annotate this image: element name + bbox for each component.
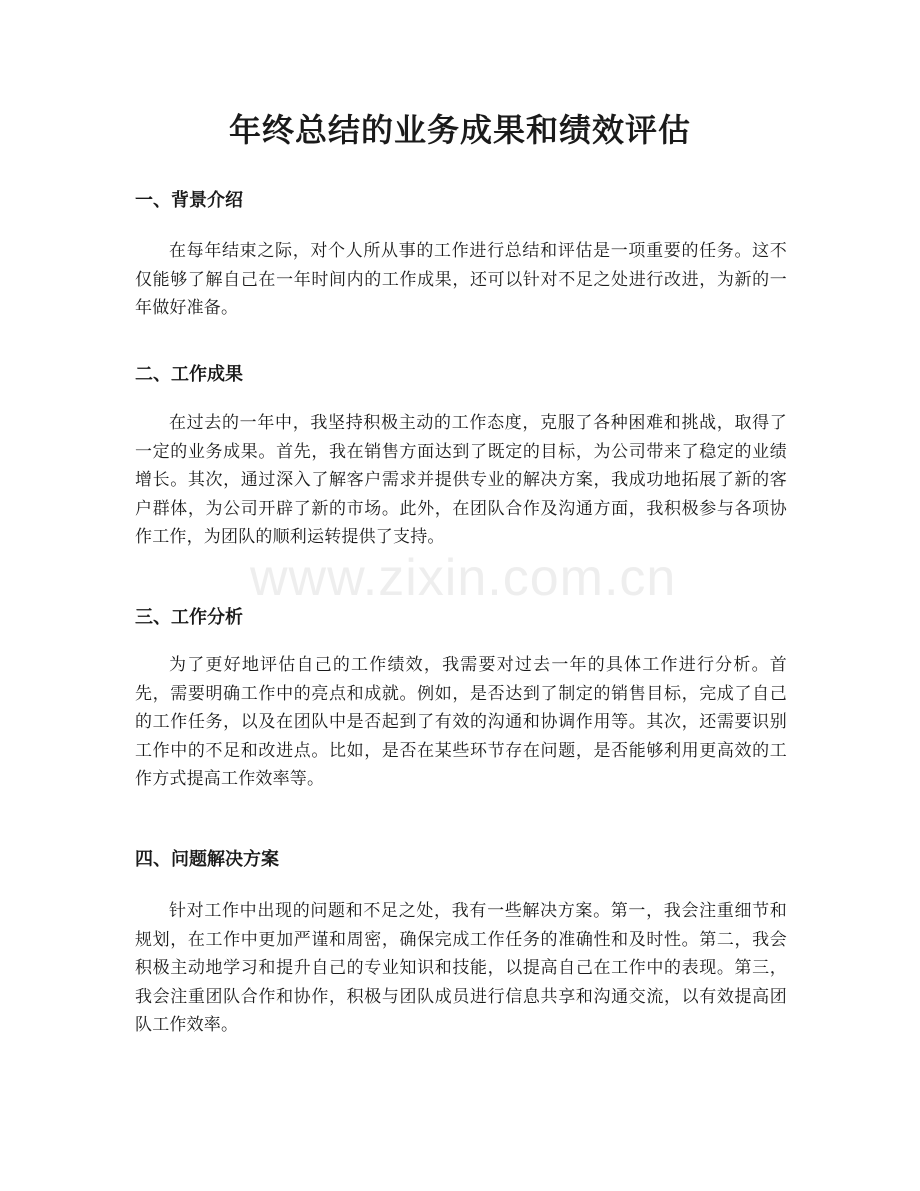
page-title: 年终总结的业务成果和绩效评估 xyxy=(228,111,691,149)
section-paragraph-solutions: 针对工作中出现的问题和不足之处，我有一些解决方案。第一，我会注重细节和规划，在工作中更加严谨和周密，确保完成工作任务的准确性和及时性。第二，我会积极主动地学习和提升自己的专业知识和技能，以提高自己在工作中的表现。第三，我会注重团队合作和协作，积极与团队成员进行信息共享和沟通交流，以有效提高团队工作效率。 xyxy=(135,901,787,1036)
section-heading-background: 一、背景介绍 xyxy=(135,190,243,211)
section-heading-analysis: 三、工作分析 xyxy=(135,607,243,628)
watermark: www.zixin.com.cn xyxy=(250,549,677,607)
section-heading-solutions: 四、问题解决方案 xyxy=(135,849,279,870)
section-paragraph-analysis: 为了更好地评估自己的工作绩效，我需要对过去一年的具体工作进行分析。首先，需要明确工作中的亮点和成就。例如，是否达到了制定的销售目标，完成了自己的工作任务，以及在团队中是否起到了有效的沟通和协调作用等。其次，还需要识别工作中的不足和改进点。比如，是否在某些环节存在问题，是否能够利用更高效的工作方式提高工作效率等。 xyxy=(135,655,787,790)
section-paragraph-results: 在过去的一年中，我坚持积极主动的工作态度，克服了各种困难和挑战，取得了一定的业务成果。首先，我在销售方面达到了既定的目标，为公司带来了稳定的业绩增长。其次，通过深入了解客户需求并提供专业的解决方案，我成功地拓展了新的客户群体，为公司开辟了新的市场。此外，在团队合作及沟通方面，我积极参与各项协作工作，为团队的顺利运转提供了支持。 xyxy=(135,413,787,548)
section-heading-results: 二、工作成果 xyxy=(135,364,243,385)
section-paragraph-background: 在每年结束之际，对个人所从事的工作进行总结和评估是一项重要的任务。这不仅能够了解自己在一年时间内的工作成果，还可以针对不足之处进行改进，为新的一年做好准备。 xyxy=(135,241,787,319)
